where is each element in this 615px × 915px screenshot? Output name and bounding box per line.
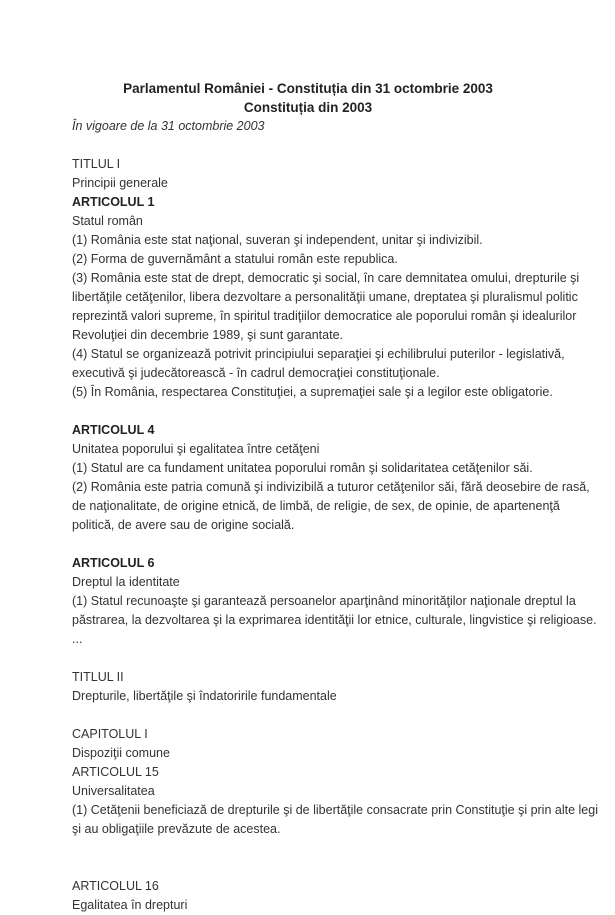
- article-16-heading: ARTICOLUL 16: [72, 879, 159, 893]
- spacer: [72, 839, 572, 858]
- spacer: [72, 649, 572, 668]
- article-4-line: (1) Statul are ca fundament unitatea poporului român şi solidaritatea cetăţenilor săi.: [72, 461, 533, 475]
- article-1-line: (2) Forma de guvernământ a statului român este republica.: [72, 252, 398, 266]
- article-1-line: Revoluţiei din decembrie 1989, şi sunt garantate.: [72, 328, 343, 342]
- article-1-line: (4) Statul se organizează potrivit principiului separaţiei şi echilibrului puterilor - legislativă,: [72, 347, 565, 361]
- title-2-heading: TITLUL II: [72, 670, 124, 684]
- article-6-line: (1) Statul recunoaşte şi garantează persoanelor aparţinând minorităţilor naţionale dreptul la: [72, 594, 576, 608]
- article-4-line: politică, de avere sau de origine socială.: [72, 518, 295, 532]
- document-title: Parlamentul României - Constituția din 31 octombrie 2003: [123, 81, 493, 96]
- chapter-1-name: Dispoziţii comune: [72, 746, 170, 760]
- article-15-line: (1) Cetăţenii beneficiază de drepturile şi de libertăţile consacrate prin Constituţie şi prin alte legi: [72, 803, 598, 817]
- title-1-heading: TITLUL I: [72, 157, 121, 171]
- title-1-name: Principii generale: [72, 176, 168, 190]
- article-6-line: păstrarea, la dezvoltarea şi la exprimarea identităţii lor etnice, culturale, lingvistice şi religioase.: [72, 613, 597, 627]
- article-1-line: (3) România este stat de drept, democratic şi social, în care demnitatea omului, drepturile şi: [72, 271, 580, 285]
- ellipsis: ...: [72, 632, 83, 646]
- spacer: [72, 535, 572, 554]
- article-1-line: reprezintă valori supreme, în spiritul tradiţiilor democratice ale poporului român şi idealurilor: [72, 309, 577, 323]
- article-4-name: Unitatea poporului şi egalitatea între cetăţeni: [72, 442, 320, 456]
- article-15-line: şi au obligaţiile prevăzute de acestea.: [72, 822, 281, 836]
- article-6-name: Dreptul la identitate: [72, 575, 180, 589]
- title-2-name: Drepturile, libertăţile şi îndatoririle fundamentale: [72, 689, 337, 703]
- article-1-line: libertăţile cetăţenilor, libera dezvoltare a personalităţii umane, dreptatea şi pluralismul politic: [72, 290, 578, 304]
- article-1-line: (5) În România, respectarea Constituţiei, a supremaţiei sale şi a legilor este obligatorie.: [72, 385, 553, 399]
- article-4-line: de naţionalitate, de origine etnică, de limbă, de religie, de sex, de opinie, de apartenenţă: [72, 499, 560, 513]
- article-4-line: (2) România este patria comună şi indivizibilă a tuturor cetăţenilor săi, fără deosebire de rasă,: [72, 480, 590, 494]
- article-1-name: Statul român: [72, 214, 143, 228]
- spacer: [72, 706, 572, 725]
- spacer: [72, 858, 572, 877]
- article-4-heading: ARTICOLUL 4: [72, 423, 155, 437]
- chapter-1-heading: CAPITOLUL I: [72, 727, 148, 741]
- in-force-note: În vigoare de la 31 octombrie 2003: [72, 119, 265, 133]
- article-1-line: executivă şi judecătorească - în cadrul democraţiei constituţionale.: [72, 366, 440, 380]
- document-subtitle: Constituția din 2003: [243, 100, 373, 115]
- document-page: [72, 79, 598, 915]
- article-1-heading: ARTICOLUL 1: [72, 195, 155, 209]
- article-6-heading: ARTICOLUL 6: [72, 556, 155, 570]
- spacer: [72, 136, 572, 155]
- article-1-line: (1) România este stat naţional, suveran şi independent, unitar şi indivizibil.: [72, 233, 483, 247]
- spacer: [72, 402, 572, 421]
- article-15-name: Universalitatea: [72, 784, 155, 798]
- article-15-heading: ARTICOLUL 15: [72, 765, 159, 779]
- article-16-name: Egalitatea în drepturi: [72, 898, 188, 912]
